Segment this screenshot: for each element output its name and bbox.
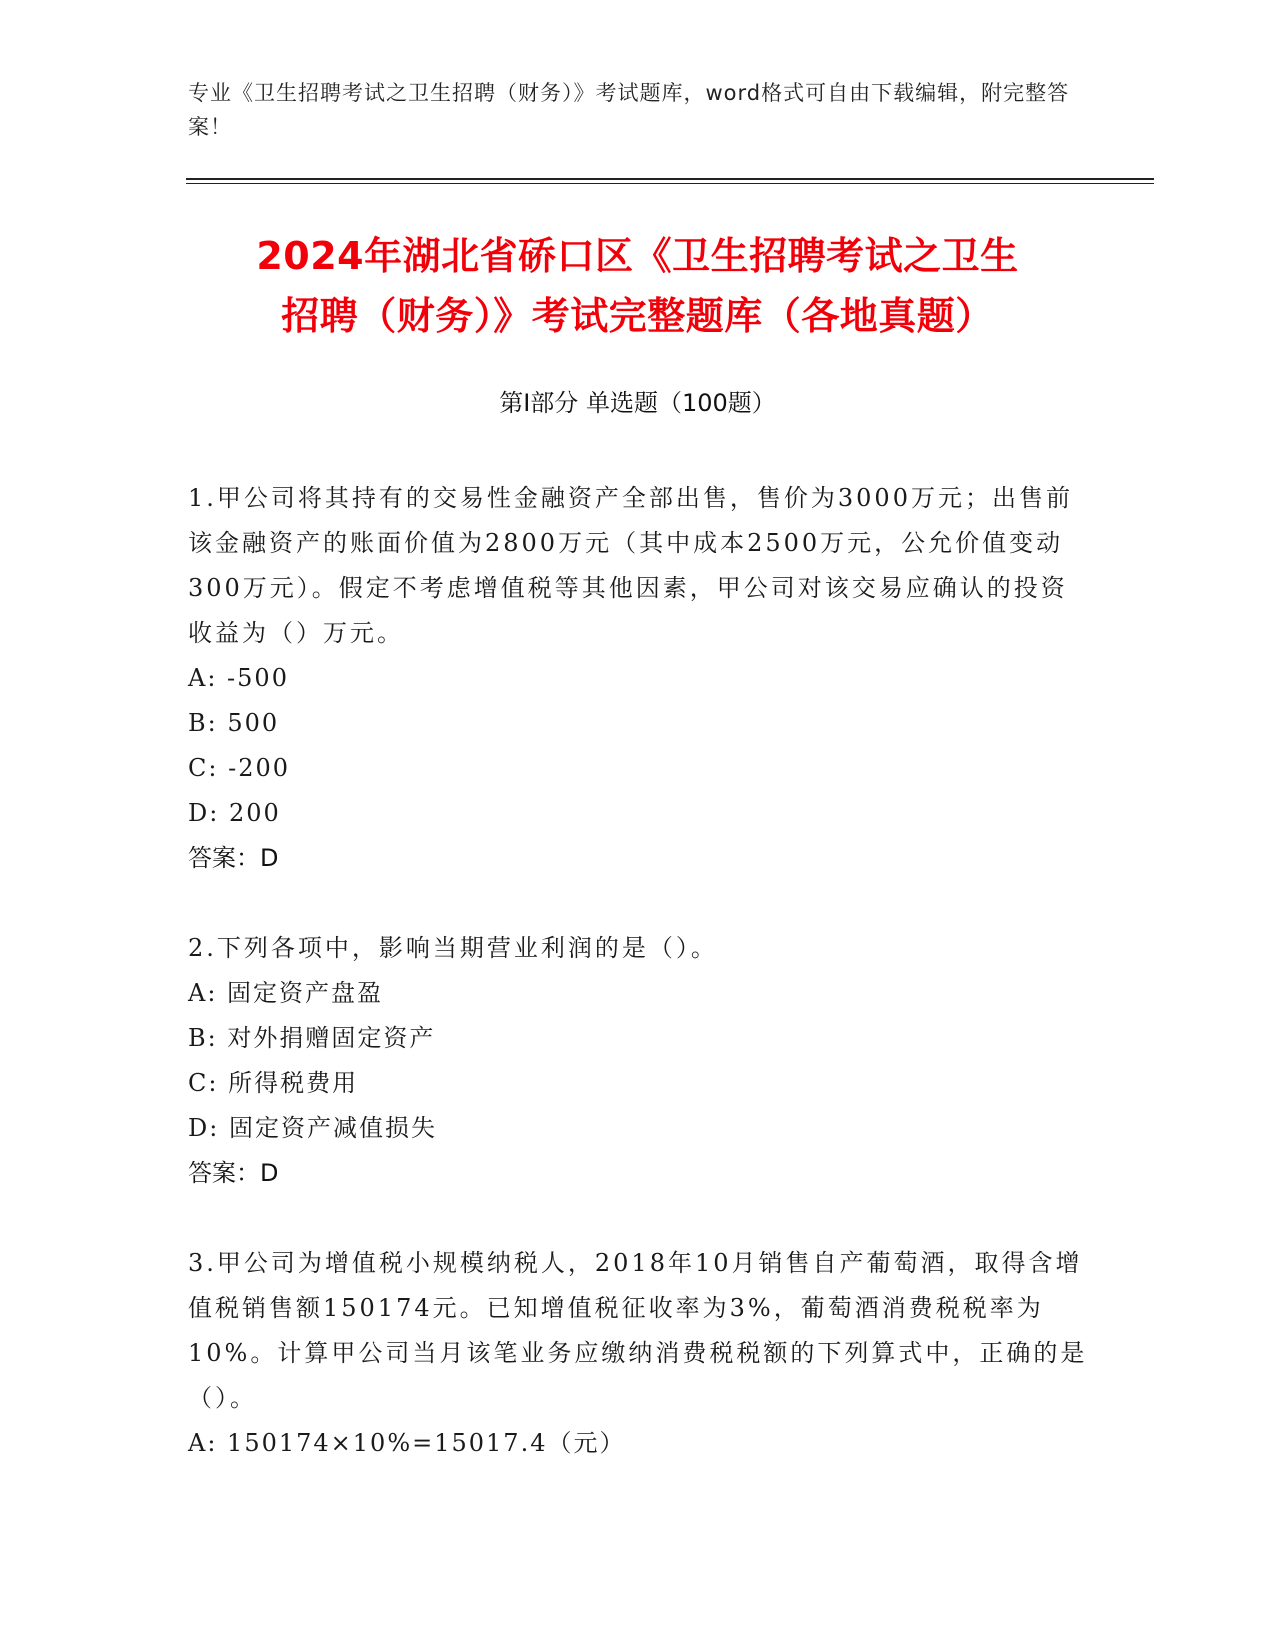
header-divider-thick [186, 178, 1154, 180]
option-d: D: 固定资产减值损失 [188, 1114, 437, 1142]
document-title [150, 226, 1125, 346]
header-divider-thin [186, 183, 1154, 184]
answer-line: 答案：D [188, 1159, 279, 1187]
question-1 [188, 476, 1088, 881]
section-title: 第Ⅰ部分 单选题（100题） [499, 389, 776, 417]
question-2 [188, 926, 1088, 1196]
header-note: 专业《卫生招聘考试之卫生招聘（财务）》考试题库，word格式可自由下载编辑，附完整答案！ [188, 81, 1070, 139]
option-b: B: 对外捐赠固定资产 [188, 1024, 436, 1052]
option-a: A: 固定资产盘盈 [188, 979, 384, 1007]
question-stem: 2.下列各项中，影响当期营业利润的是（）。 [188, 934, 718, 962]
question-stem: 3.甲公司为增值税小规模纳税人，2018年10月销售自产葡萄酒，取得含增值税销售额150174元。已知增值税征收率为3%，葡萄酒消费税税率为10%。计算甲公司当月该笔业务应缴纳消费税税额的下列算式中，正确的是（）。 [188, 1249, 1088, 1412]
option-c: C: 所得税费用 [188, 1069, 359, 1097]
question-stem: 1.甲公司将其持有的交易性金融资产全部出售，售价为3000万元；出售前该金融资产的账面价值为2800万元（其中成本2500万元，公允价值变动300万元）。假定不考虑增值税等其他因素，甲公司对该交易应确认的投资收益为（）万元。 [188, 484, 1073, 647]
answer-line: 答案：D [188, 844, 279, 872]
document-title-line-2: 招聘（财务）》考试完整题库（各地真题） [281, 294, 994, 338]
option-c: C: -200 [188, 754, 290, 782]
question-list [188, 476, 1088, 1511]
option-d: D: 200 [188, 799, 281, 827]
document-title-line-1: 2024年湖北省硚口区《卫生招聘考试之卫生 [256, 234, 1019, 278]
option-b: B: 500 [188, 709, 280, 737]
option-a: A: -500 [188, 664, 289, 692]
question-3 [188, 1241, 1088, 1466]
option-a: A: 150174×10%=15017.4（元） [188, 1429, 626, 1457]
